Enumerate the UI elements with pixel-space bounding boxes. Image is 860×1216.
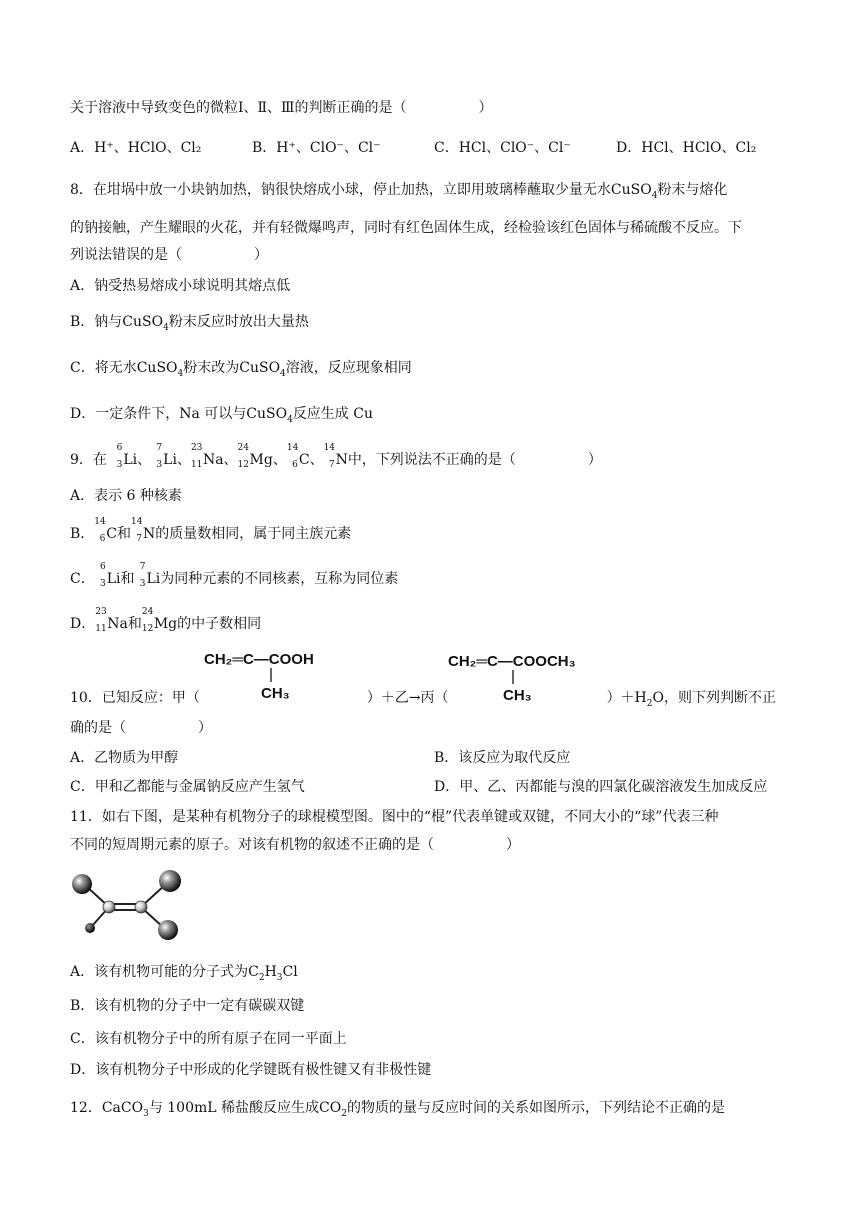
atom-upper-right-large — [159, 870, 181, 892]
q8-line3-end: ） — [254, 247, 268, 263]
q9-stem-b: 中，下列说法不正确的是（ — [347, 452, 516, 468]
q9-option-c-a: C． — [70, 571, 95, 587]
q9-option-c-c: 为同种元素的不同核素，互称为同位素 — [160, 571, 399, 587]
q8-option-d: D．一定条件下，Na 可以与CuSO$_4$反应生成 Cu — [70, 406, 373, 425]
q10-stem-d: O，则下列判断不正 — [652, 690, 776, 706]
q12-stem-b: 与 100mL 稀盐酸反应生成 — [148, 1100, 320, 1116]
q10-line2: 确的是（ — [70, 720, 126, 736]
q10-stem: 10．已知反应：甲（ ）＋乙→丙（ ）$+H_2O$，则下列判断不正 — [70, 690, 776, 709]
q11-option-c-text: C．该有机物分子中的所有原子在同一平面上 — [70, 1031, 347, 1047]
q9-option-b: B． 14 6 C和 14 7 N的质量数相同，属于同主族元素 — [70, 517, 352, 544]
q8-line2: 的钠接触，产生耀眼的火花，并有轻微爆鸣声，同时有红色固体生成，经检验该红色固体与稀硫酸不反应。下 — [70, 220, 742, 236]
q8-stem-line3 — [70, 245, 268, 265]
q11-option-c — [70, 1029, 347, 1049]
q11-option-a-text: A．该有机物可能的分子式为 — [70, 964, 249, 980]
q7-option-b-letter: B． — [252, 140, 277, 156]
q11-option-a: A．该有机物可能的分子式为$C_2H_3Cl$ — [70, 964, 298, 983]
q9-option-d-c: 的中子数相同 — [177, 616, 262, 632]
q7-stem-text: 关于溶液中导致变色的微粒Ⅰ、Ⅱ、Ⅲ的判断正确的是（ — [70, 100, 407, 116]
q9-option-d: D． 23 11 Na和 24 12 Mg的中子数相同 — [70, 607, 262, 634]
q8-option-d-a: D．一定条件下，Na 可以与 — [70, 406, 247, 422]
q10-stem-line2 — [70, 718, 212, 738]
q7-option-a-text: H⁺、HClO、Cl₂ — [94, 140, 202, 156]
q8-stem-line2 — [70, 218, 742, 238]
q8-line1-a: 8．在坩埚中放一小块钠加热，钠很快熔成小球，停止加热，立即用玻璃棒蘸取少量无水 — [70, 182, 611, 198]
q9-option-b-b: 和 — [117, 526, 132, 542]
atom-lower-left-small — [85, 923, 95, 933]
q8-option-c-a: C．将无水 — [70, 360, 137, 376]
bing-formula-top: CH₂═C—COOCH₃ — [448, 653, 576, 670]
q9-option-c-b: 和 — [120, 571, 135, 587]
q9-option-b-c: 的质量数相同，属于同主族元素 — [155, 526, 352, 542]
q7-stem-end: ） — [478, 100, 493, 116]
q9-option-d-a: D． — [70, 616, 96, 632]
q7-stem — [70, 98, 493, 118]
q8-option-c-c: 溶液，反应现象相同 — [285, 360, 412, 376]
jia-formula-bottom: CH₃ — [261, 685, 290, 702]
q10-option-b-text: B．该反应为取代反应 — [434, 750, 571, 766]
q8-line1-b: 粉末与熔化 — [657, 182, 728, 198]
atom-carbon-right — [135, 901, 147, 913]
q11-option-d-text: D．该有机物分子中形成的化学键既有极性键又有非极性键 — [70, 1062, 432, 1078]
q10-option-b — [434, 748, 570, 768]
q7-option-c — [434, 138, 571, 158]
q10-option-a-text: A．乙物质为甲醇 — [70, 750, 179, 766]
q8-option-c: C．将无水CuSO$_4$粉末改为CuSO$_4$溶液，反应现象相同 — [70, 360, 412, 379]
atom-carbon-left — [103, 901, 115, 913]
q11-stem-line1 — [70, 807, 718, 827]
atom-upper-left-large — [72, 874, 92, 894]
atom-lower-right-large — [158, 920, 178, 940]
q7-option-b-text: H⁺、ClO⁻、Cl⁻ — [276, 140, 381, 156]
q9-option-b-a: B． — [70, 526, 95, 542]
q10-stem-c: ）＋H — [606, 690, 647, 706]
q10-option-d-text: D．甲、乙、丙都能与溴的四氯化碳溶液发生加成反应 — [434, 779, 768, 795]
q10-line2-end: ） — [198, 720, 212, 736]
q8-option-b-b: 粉末反应时放出大量热 — [168, 314, 309, 330]
q7-option-b — [252, 138, 381, 158]
q7-option-c-text: HCl、ClO⁻、Cl⁻ — [458, 140, 571, 156]
q12-stem: 12．CaCO$_3$与 100mL 稀盐酸反应生成$CO_2$的物质的量与反应时间的关系如图所示，下列结论不正确的是 — [70, 1100, 725, 1119]
q10-option-d — [434, 777, 767, 797]
q8-option-a-text: A．钠受热易熔成小球说明其熔点低 — [70, 278, 291, 294]
q11-option-b-text: B．该有机物的分子中一定有碳碳双键 — [70, 998, 305, 1014]
q12-stem-a: 12． — [70, 1100, 102, 1116]
q9-option-a — [70, 486, 182, 506]
q7-option-c-letter: C． — [434, 140, 459, 156]
q10-option-a — [70, 748, 178, 768]
q10-stem-b: ）＋乙→丙（ — [366, 690, 449, 706]
q9-stem-end: ） — [587, 452, 602, 468]
q9-option-c: C． 6 3 Li和 7 3 Li为同种元素的不同核素，互称为同位素 — [70, 562, 399, 589]
bing-formula-bottom: CH₃ — [503, 687, 532, 702]
q7-option-a-letter: A． — [70, 140, 95, 156]
q9-option-a-text: A．表示 6 种核素 — [70, 488, 182, 504]
q11-option-d — [70, 1060, 431, 1080]
q8-stem-line1: 8．在坩埚中放一小块钠加热，钠很快熔成小球，停止加热，立即用玻璃棒蘸取少量无水CuSO$_4$粉末与熔化 — [70, 182, 728, 201]
q12-stem-c: 的物质的量与反应时间的关系如图所示，下列结论不正确的是 — [346, 1100, 725, 1116]
q8-option-b-a: B．钠与 — [70, 314, 123, 330]
jia-formula-top: CH₂═C—COOH — [204, 651, 314, 668]
q7-option-a — [70, 138, 201, 158]
q11-line2-end: ） — [506, 837, 520, 853]
q11-line1: 11．如右下图，是某种有机物分子的球棍模型图。图中的“棍”代表单键或双键，不同大小的“球”代表三种 — [70, 809, 719, 825]
q11-stem-line2 — [70, 835, 520, 855]
ball-and-stick-model — [64, 864, 196, 948]
q7-option-d — [616, 138, 756, 158]
q7-option-d-letter: D． — [616, 140, 642, 156]
q10-stem-a: 10．已知反应：甲（ — [70, 690, 200, 706]
q8-option-a — [70, 276, 290, 296]
q8-option-d-b: 反应生成 Cu — [292, 406, 373, 422]
q8-line3: 列说法错误的是（ — [70, 247, 182, 263]
q9-stem: 9．在 6 3 Li、 7 3 Li、 23 11 Na、 24 12 Mg、 14 6 C、 14 7 N中，下列说法不正确的是（ ） — [70, 443, 602, 470]
q8-option-b: B．钠与CuSO$_4$粉末反应时放出大量热 — [70, 314, 309, 333]
q9-stem-a: 9．在 — [70, 452, 107, 468]
q11-option-b — [70, 996, 304, 1016]
q8-option-c-b: 粉末改为 — [183, 360, 240, 376]
q11-line2: 不同的短周期元素的原子。对该有机物的叙述不正确的是（ — [70, 837, 434, 853]
q10-option-c-text: C．甲和乙都能与金属钠反应产生氢气 — [70, 779, 305, 795]
q7-option-d-text: HCl、HClO、Cl₂ — [641, 140, 757, 156]
q9-option-d-b: 和 — [127, 616, 142, 632]
q10-option-c — [70, 777, 305, 797]
